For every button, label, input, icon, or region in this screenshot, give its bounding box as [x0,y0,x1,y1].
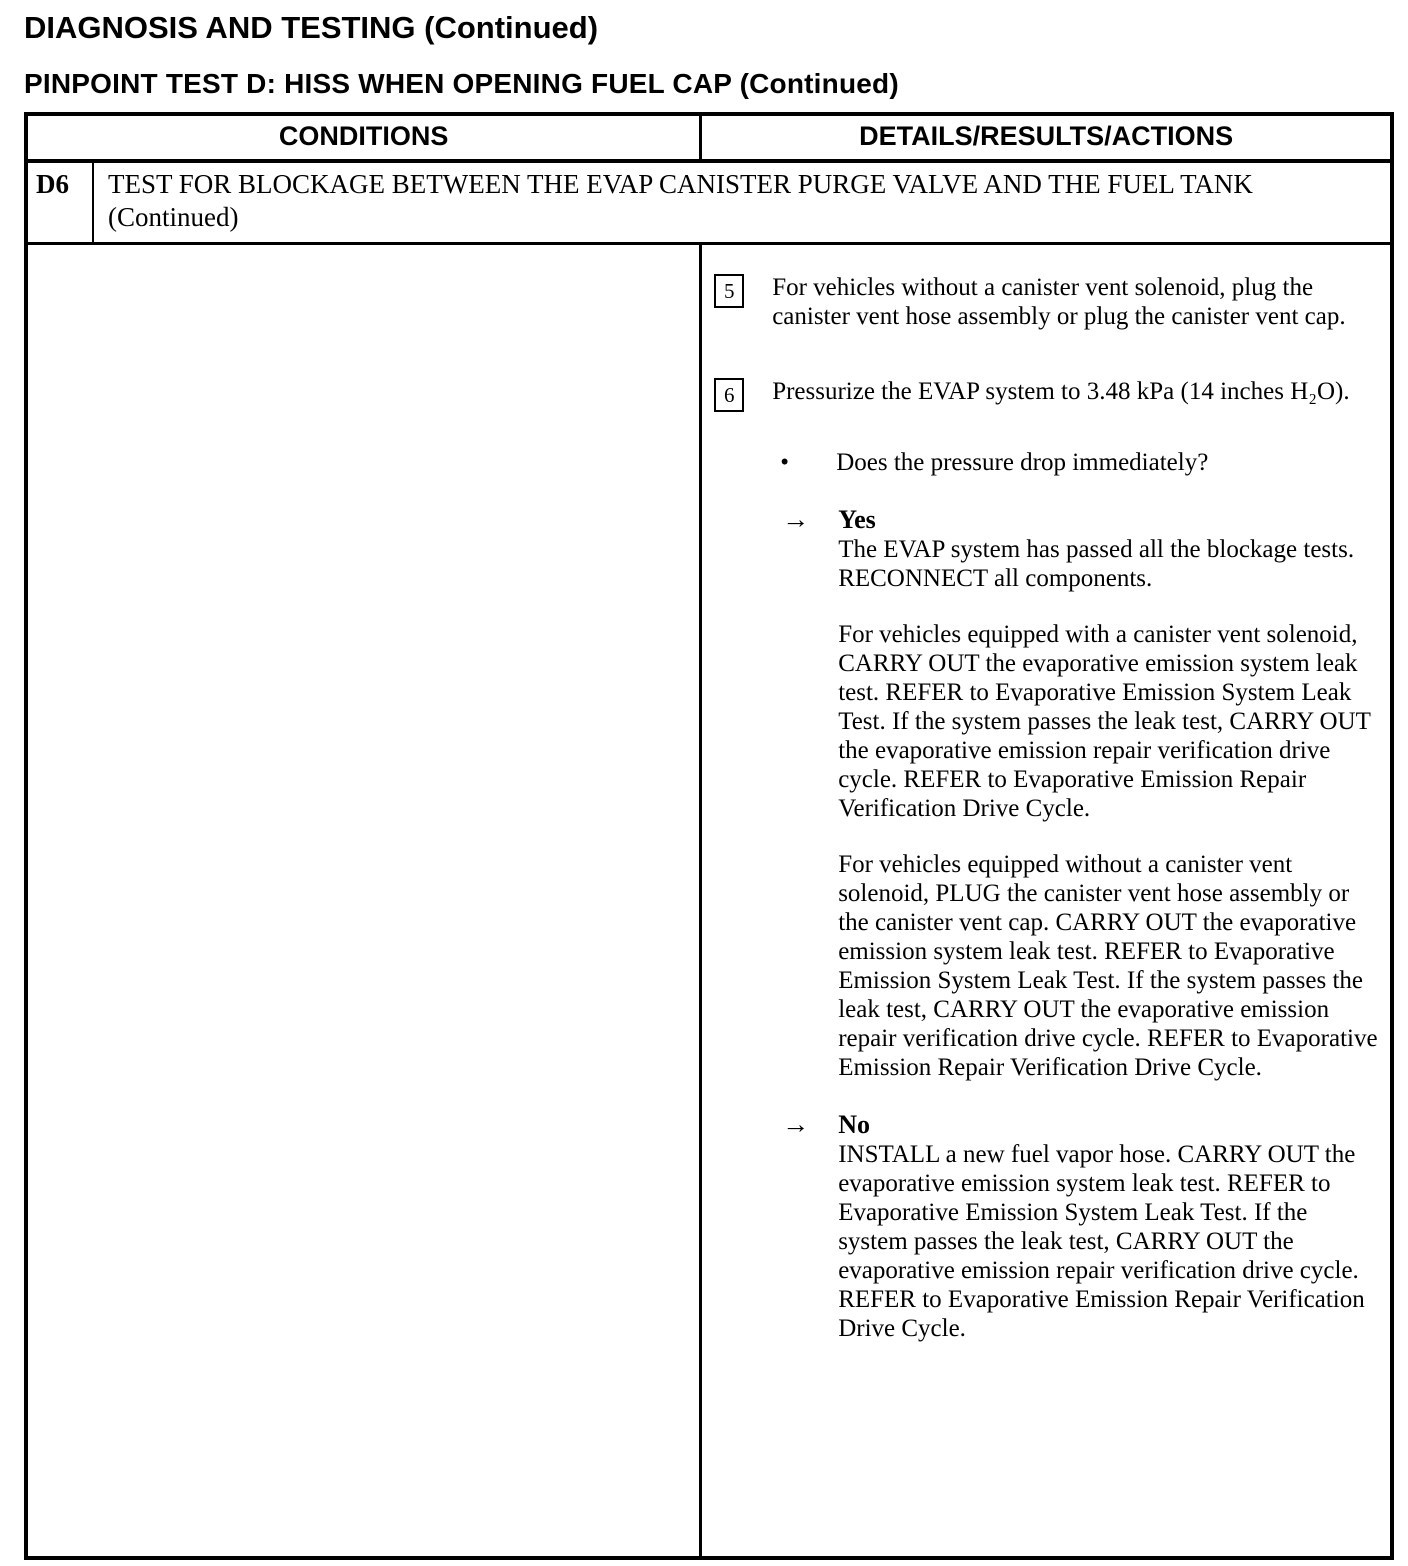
result-no-body [838,1110,1382,1343]
test-step-id: D6 [28,163,94,242]
details-cell [702,245,1390,1556]
instruction-step-5 [712,273,1382,331]
arrow-icon: → [782,504,810,534]
bullet-icon: • [780,449,789,476]
question-text: Does the pressure drop immediately? [836,449,1209,476]
test-step-title: TEST FOR BLOCKAGE BETWEEN THE EVAP CANISTER PURGE VALVE AND THE FUEL TANK (Continued) [108,169,1253,232]
result-label-no: No [838,1110,870,1139]
arrow-icon: → [782,1109,810,1139]
result-paragraph: For vehicles equipped without a canister vent solenoid, PLUG the canister vent hose assembly or the canister vent cap. CARRY OUT the evaporative emission system leak test. REFER to Evaporative Emission System Leak Test. If the system passes the leak test, CARRY OUT the evaporative emission repair verification drive cycle. REFER to Evaporative Emission Repair Verification Drive Cycle. [838,851,1378,1081]
step-number-box: 5 [714,274,744,308]
step-text: Pressurize the EVAP system to 3.48 kPa (14 inches H₂O). [772,378,1350,405]
table-header-row [28,116,1390,163]
conditions-column-header: CONDITIONS [28,116,702,159]
step-text: For vehicles without a canister vent solenoid, plug the canister vent hose assembly or plug the canister vent cap. [772,274,1346,330]
result-paragraph: INSTALL a new fuel vapor hose. CARRY OUT the evaporative emission system leak test. REFER to Evaporative Emission System Leak Test. If the system passes the leak test, CARRY OUT the evaporative emission repair verification drive cycle. REFER to Evaporative Emission Repair Verification Drive Cycle. [838,1141,1365,1342]
test-step-row-d6 [28,163,1390,245]
section-title: DIAGNOSIS AND TESTING (Continued) [24,10,599,45]
result-paragraph: For vehicles equipped with a canister vent solenoid, CARRY OUT the evaporative emission system leak test. REFER to Evaporative Emission System Leak Test. If the system passes the leak test, CARRY OUT the evaporative emission repair verification drive cycle. REFER to Evaporative Emission Repair Verification Drive Cycle. [838,621,1371,822]
result-label-yes: Yes [838,505,876,534]
step-number-box: 6 [714,378,744,412]
result-no [782,1110,1382,1343]
details-column-header: DETAILS/RESULTS/ACTIONS [859,121,1234,151]
result-yes-body [838,505,1382,1082]
question-line [780,448,1382,477]
instruction-step-6 [712,377,1382,412]
pinpoint-test-title: PINPOINT TEST D: HISS WHEN OPENING FUEL CAP (Continued) [24,68,899,99]
table-body-row [28,245,1390,1556]
pinpoint-test-table [24,112,1394,1560]
result-yes [782,505,1382,1082]
conditions-cell [28,245,702,1556]
result-paragraph: The EVAP system has passed all the blockage tests. RECONNECT all components. [838,536,1355,592]
